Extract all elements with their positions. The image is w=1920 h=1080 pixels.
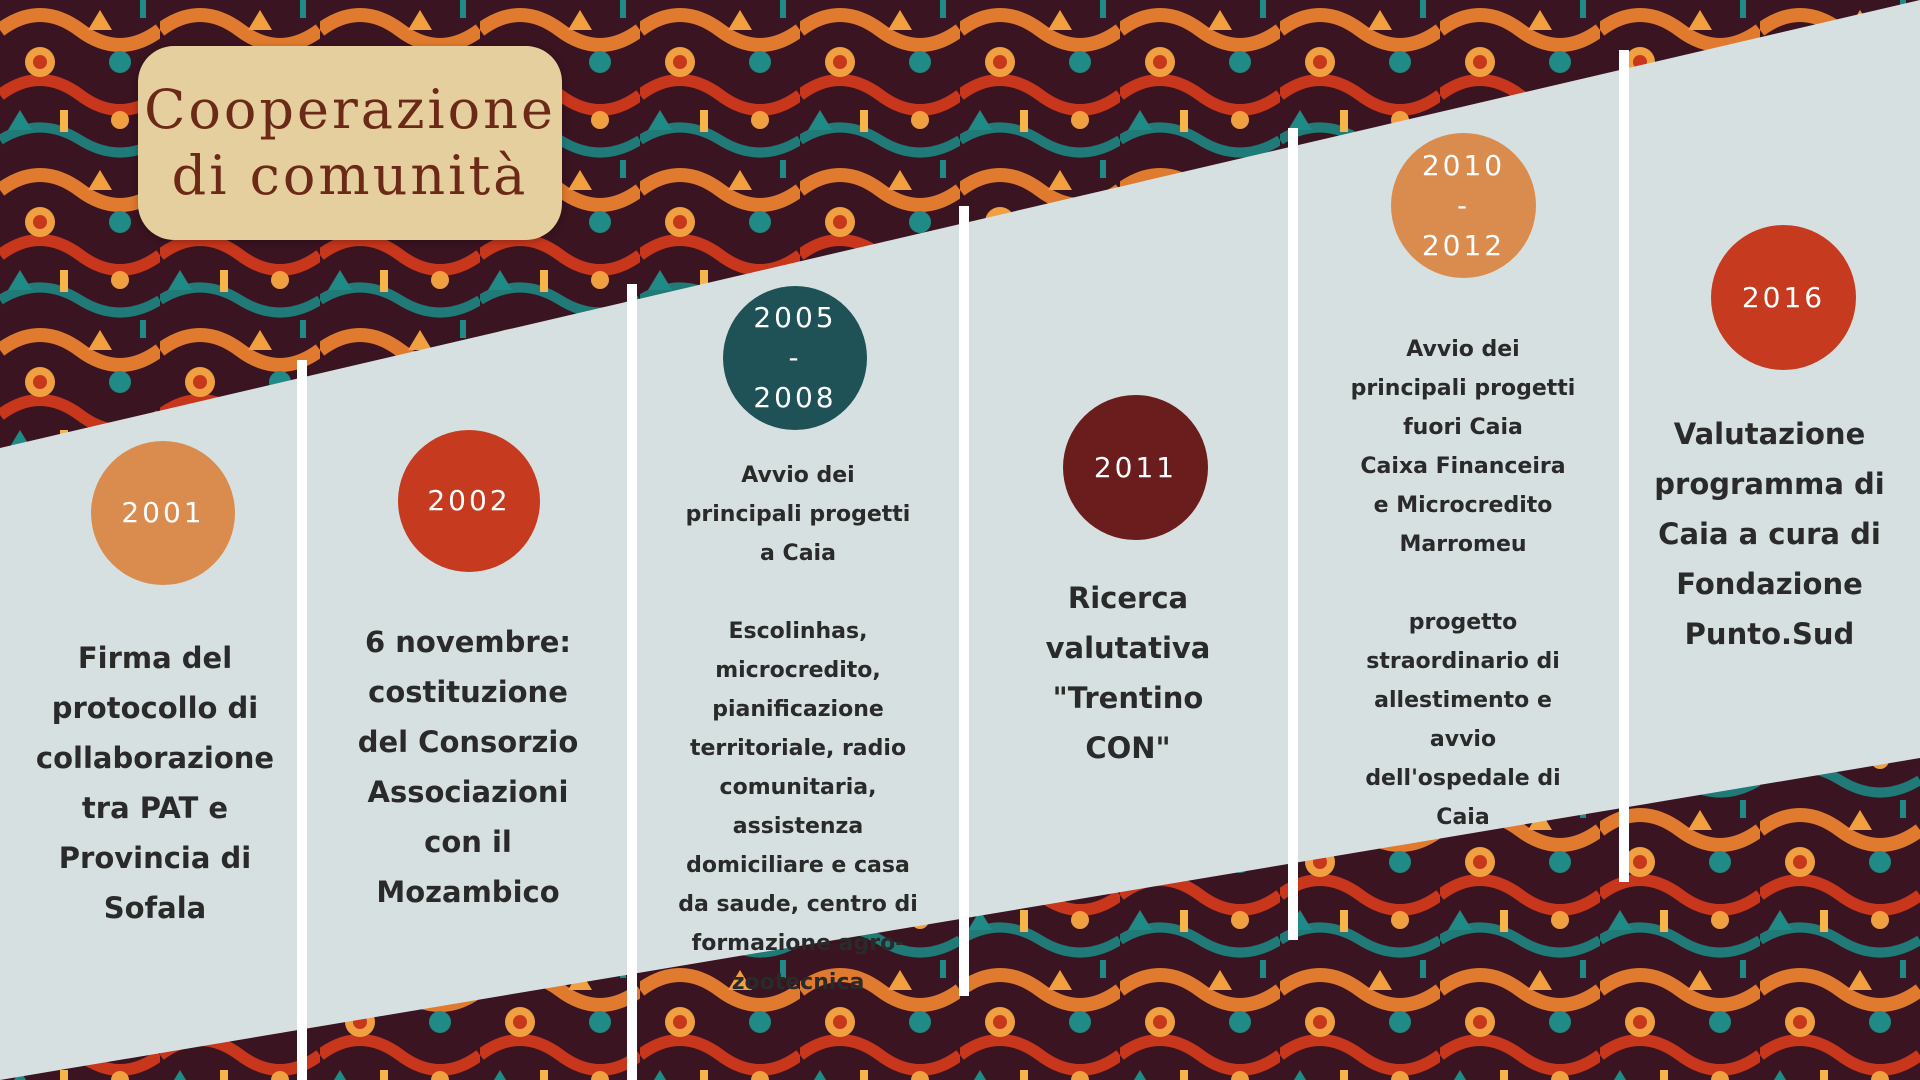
year-label: 2010 [1421, 148, 1506, 182]
title-line-1: Cooperazione [144, 78, 556, 141]
year-circle-2002 [398, 430, 540, 572]
year-label: 2008 [753, 381, 837, 414]
title-card [138, 46, 562, 240]
column-divider [627, 284, 637, 1080]
milestone-2002-text: 6 novembre: costituzione del Consorzio Associazioni con il Mozambico [357, 625, 579, 909]
year-separator: - [1456, 188, 1471, 222]
milestone-2011-text: Ricerca valutativa "Trentino CON" [1045, 581, 1211, 765]
year-label: 2001 [121, 496, 205, 529]
year-circle-2010-2012 [1391, 133, 1536, 278]
year-label: 2002 [427, 484, 511, 517]
milestone-2005-2008-text: Avvio dei principali progetti a Caia Escolinhas, microcredito, pianificazione territoriale, radio comunitaria, assistenza domiciliare e casa da saude, centro di formazione agro- zootecnica [678, 463, 918, 995]
year-label: 2012 [1421, 228, 1506, 262]
milestone-2010-2012-text: Avvio dei principali progetti fuori Caia Caixa Financeira e Microcredito Marromeu progetto straordinario di allestimento e avvio dell'ospedale di Caia [1350, 337, 1576, 830]
column-divider [1619, 50, 1629, 882]
year-circle-2001 [91, 441, 235, 585]
milestone-2001-text: Firma del protocollo di collaborazione tra PAT e Provincia di Sofala [35, 641, 275, 925]
milestone-2016-text: Valutazione programma di Caia a cura di Fondazione Punto.Sud [1654, 417, 1885, 651]
year-circle-2016 [1711, 225, 1856, 370]
year-label: 2011 [1093, 450, 1178, 484]
year-separator: - [788, 341, 802, 374]
year-label: 2005 [753, 301, 837, 334]
column-divider [1288, 128, 1298, 940]
title-line-2: di comunità [171, 144, 529, 207]
year-circle-2011 [1063, 395, 1208, 540]
column-divider [959, 206, 969, 996]
year-circle-2005-2008 [723, 286, 867, 430]
year-label: 2016 [1741, 280, 1826, 314]
